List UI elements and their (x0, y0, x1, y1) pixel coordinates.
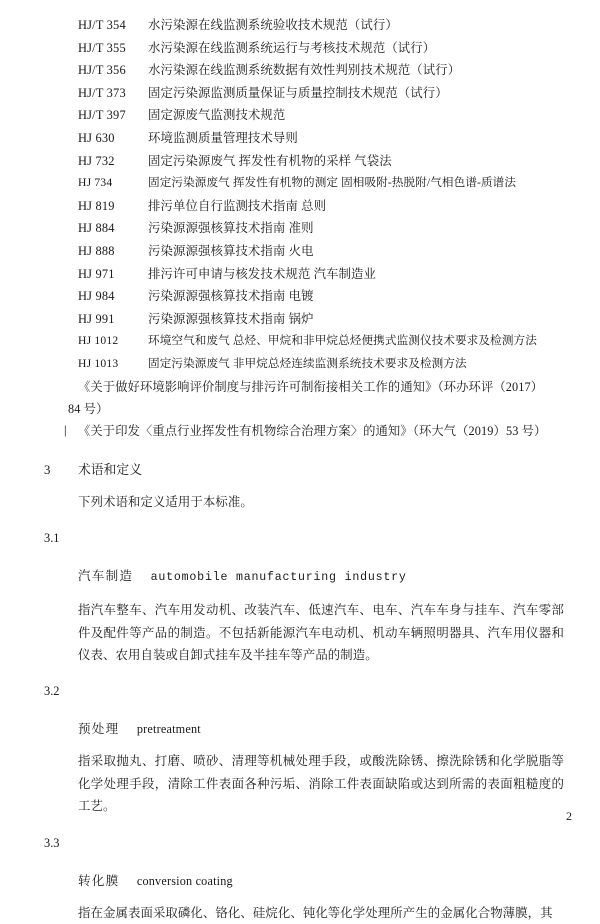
standard-code: HJ/T 373 (78, 85, 126, 100)
standard-item (34, 172, 566, 195)
term-number: 3.3 (44, 835, 60, 850)
standard-item (34, 308, 566, 331)
term-chinese: 预处理 (78, 722, 120, 737)
term-chinese: 汽车制造 (78, 569, 134, 584)
standard-item (34, 104, 566, 127)
page-edge-line (0, 0, 1, 832)
standard-code: HJ 734 (78, 176, 113, 190)
standard-title: 水污染源在线监测系统运行与考核技术规范（试行） (148, 40, 436, 55)
section-heading (34, 459, 566, 481)
policy-notice-line: 《关于做好环境影响评价制度与排污许可制衔接相关工作的通知》（环办环评（2017） (78, 379, 544, 394)
normative-references-list (34, 14, 566, 376)
term-number: 3.2 (44, 684, 60, 699)
term-number: 3.1 (44, 531, 60, 546)
term-definition: 指汽车整车、汽车用发动机、改装汽车、低速汽车、电车、汽车车身与挂车、汽车零部件及配件等产品的制造。不包括新能源汽车电动机、机动车辆照明器具、汽车用仪器和仪表、农用自装或自卸式挂车及半挂车等产品的制造。 (78, 603, 564, 662)
term-english: automobile manufacturing industry (150, 571, 407, 585)
standard-code: HJ 1013 (78, 356, 119, 370)
standard-title: 固定污染源废气 挥发性有机物的测定 固相吸附-热脱附/气相色谱-质谱法 (148, 176, 517, 190)
term-definition: 指采取抛丸、打磨、喷砂、清理等机械处理手段，或酸洗除锈、擦洗除锈和化学脱脂等化学处理手段，清除工件表面各种污垢、消除工件表面缺陷或达到所需的表面粗糙度的工艺。 (78, 754, 564, 814)
standard-code: HJ 819 (78, 198, 115, 213)
section-intro-paragraph: 下列术语和定义适用于本标准。 (78, 494, 253, 509)
standard-title: 污染源源强核算技术指南 电镀 (148, 289, 314, 304)
standard-item (34, 330, 566, 353)
standard-item (34, 82, 566, 105)
standard-code: HJ 971 (78, 266, 115, 281)
standard-title: 固定污染源废气 非甲烷总烃连续监测系统技术要求及检测方法 (148, 356, 467, 370)
term-heading (34, 718, 566, 740)
section-title: 术语和定义 (78, 462, 142, 477)
standard-item (34, 37, 566, 60)
standard-item (34, 353, 566, 376)
standard-code: HJ 884 (78, 221, 115, 236)
standard-item (34, 59, 566, 82)
section-number: 3 (44, 462, 51, 477)
standard-item (34, 263, 566, 286)
term-english: pretreatment (136, 722, 201, 737)
standard-code: HJ/T 354 (78, 18, 126, 32)
standard-title: 污染源源强核算技术指南 火电 (148, 243, 314, 258)
standard-item (34, 127, 566, 150)
standard-title: 排污单位自行监测技术指南 总则 (148, 198, 327, 213)
standard-item (34, 217, 566, 240)
term-english: conversion coating (136, 873, 233, 888)
standard-title: 固定源废气监测技术规范 (148, 108, 286, 123)
standard-title: 排污许可申请与核发技术规范 汽车制造业 (148, 266, 377, 281)
standard-code: HJ/T 355 (78, 40, 126, 55)
term-heading (34, 870, 566, 892)
term-chinese: 转化膜 (78, 873, 120, 888)
standard-title: 环境监测质量管理技术导则 (148, 130, 298, 145)
standard-title: 水污染源在线监测系统数据有效性判别技术规范（试行） (148, 63, 461, 78)
standard-title: 水污染源在线监测系统验收技术规范（试行） (148, 18, 398, 32)
standard-item (34, 195, 566, 218)
standard-item (34, 150, 566, 173)
policy-notice-line: 84 号） (68, 401, 109, 416)
standard-code: HJ 732 (78, 153, 115, 168)
standard-title: 固定污染源监测质量保证与质量控制技术规范（试行） (148, 85, 448, 100)
standard-item (34, 240, 566, 263)
policy-notice-list (34, 376, 566, 443)
standard-code: HJ/T 356 (78, 63, 126, 78)
standard-code: HJ 888 (78, 243, 115, 258)
standard-item (34, 14, 566, 37)
term-definition: 指在金属表面采取磷化、铬化、硅烷化、钝化等化学处理所产生的金属化合物薄膜，其 (78, 905, 553, 920)
standard-code: HJ/T 397 (78, 108, 126, 123)
standard-code: HJ 991 (78, 311, 115, 326)
standard-title: 污染源源强核算技术指南 锅炉 (148, 311, 314, 326)
page-number: 2 (566, 809, 572, 823)
standard-title: 污染源源强核算技术指南 准则 (148, 221, 314, 236)
standard-title: 环境空气和废气 总烃、甲烷和非甲烷总烃便携式监测仪技术要求及检测方法 (148, 334, 537, 348)
policy-notice-line: | 《关于印发〈重点行业挥发性有机物综合治理方案〉的通知》（环大气（2019）53 号） (34, 420, 566, 442)
term-heading (34, 565, 566, 589)
standard-item (34, 285, 566, 308)
standard-code: HJ 984 (78, 289, 115, 304)
standard-code: HJ 1012 (78, 334, 119, 348)
standard-title: 固定污染源废气 挥发性有机物的采样 气袋法 (148, 153, 392, 168)
standard-code: HJ 630 (78, 130, 115, 145)
